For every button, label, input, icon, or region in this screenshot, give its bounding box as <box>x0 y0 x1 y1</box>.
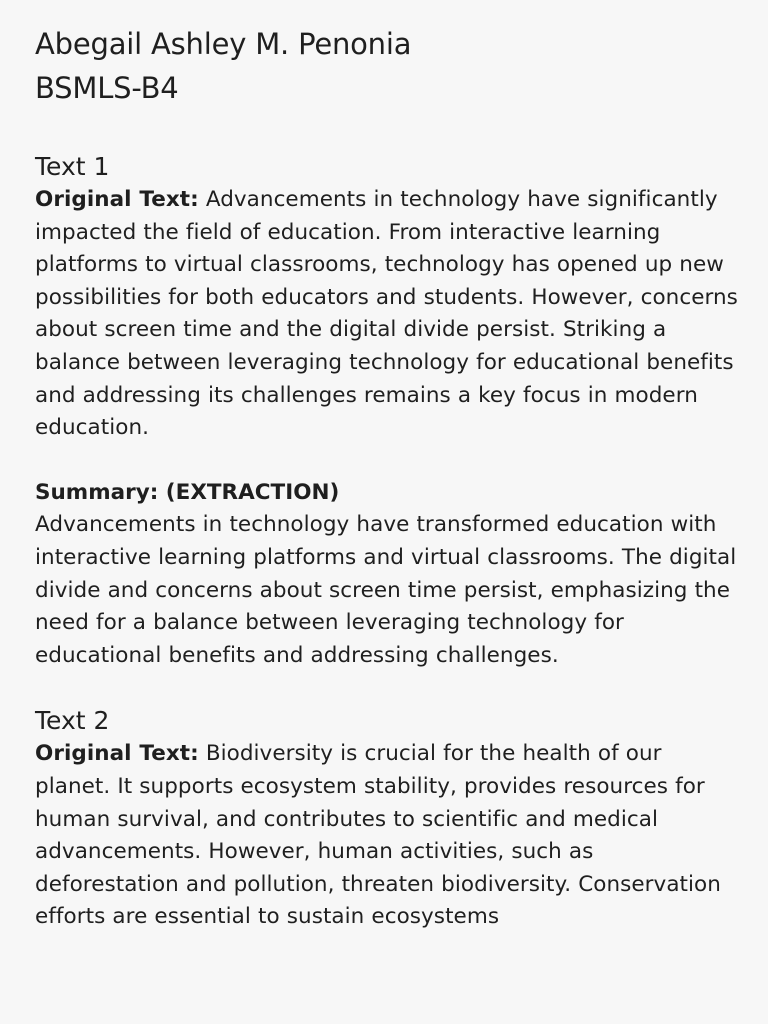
text1-original-body: Advancements in technology have significantly impacted the field of education. From interactive learning platforms to virtual classrooms, technology has opened up new possibilities for both educators and students. However, concerns about screen time and the digital divide persist. Striking a balance between leveraging technology for educational benefits and addressing its challenges remains a key focus in modern education. <box>35 187 738 441</box>
text2-title: Text 2 <box>35 706 110 736</box>
text1-original-label: Original Text: <box>35 187 199 212</box>
text2-section <box>35 704 740 934</box>
text2-original-body: Biodiversity is crucial for the health of our planet. It supports ecosystem stability, provides resources for human survival, and contributes to scientific and medical advancements. However, human activities, such as deforestation and pollution, threaten biodiversity. Conservation efforts are essential to sustain ecosystems <box>35 741 721 930</box>
course-section: BSMLS-B4 <box>35 71 179 105</box>
text1-summary-label: Summary: (EXTRACTION) <box>35 479 340 505</box>
spacer <box>35 110 740 150</box>
text1-title: Text 1 <box>35 152 110 181</box>
text2-original-paragraph <box>35 738 740 934</box>
spacer <box>35 672 740 704</box>
spacer <box>35 445 740 477</box>
text1-section <box>35 150 740 672</box>
text1-original-paragraph <box>35 184 740 445</box>
text2-original-label: Original Text: <box>35 741 199 767</box>
author-name: Abegail Ashley M. Penonia <box>35 27 412 61</box>
text1-summary-body: Advancements in technology have transformed education with interactive learning platforms and virtual classrooms. The digital divide and concerns about screen time persist, emphasizing the need for a balance between leveraging technology for educational benefits and addressing challenges. <box>35 512 737 668</box>
